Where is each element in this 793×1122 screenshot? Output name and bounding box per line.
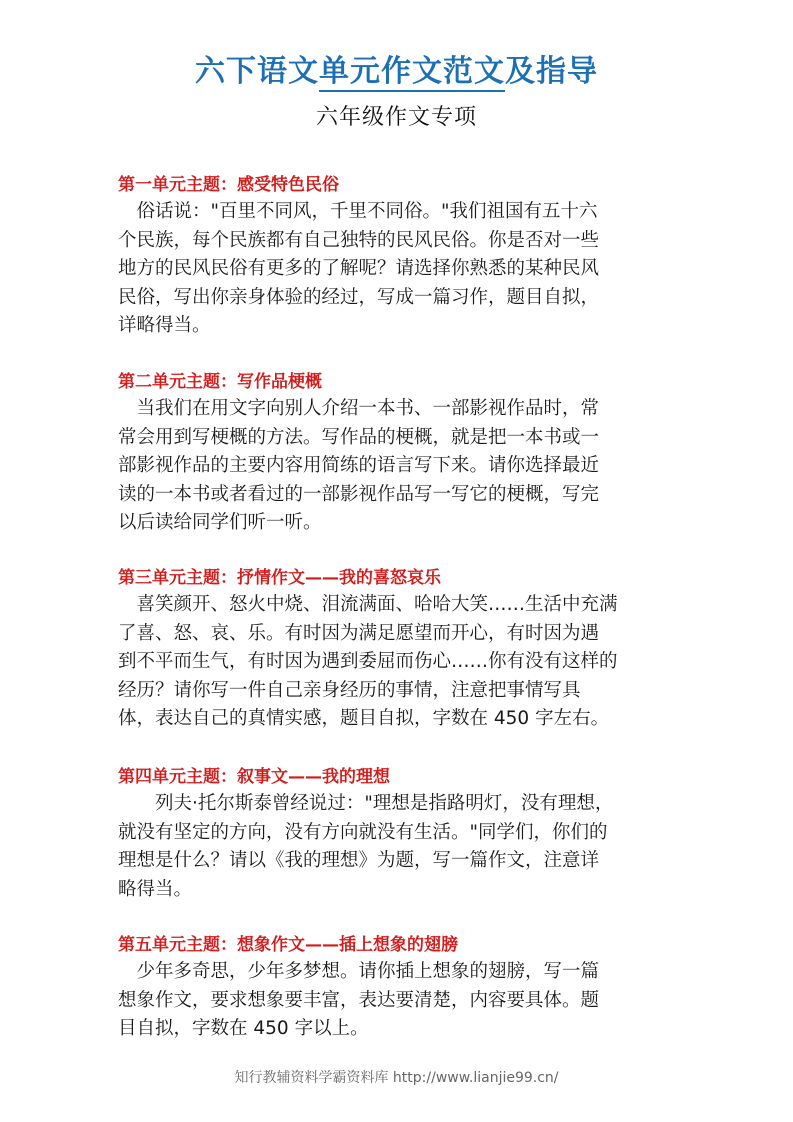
section-unit-4 [118,764,670,904]
body-line: 了喜、怒、哀、乐。有时因为满足愿望而开心，有时因为遇 [118,622,600,644]
section-body [118,591,670,734]
title-prefix: 六下语文 [195,54,319,89]
body-line: 俗话说："百里不同风，千里不同俗。"我们祖国有五十六 [118,201,598,222]
section-body [118,790,670,904]
title-suffix: 及指导 [505,54,598,89]
section-unit-5 [118,932,670,1044]
section-title: 第二单元主题：写作品梗概 [118,372,322,392]
document-title [0,52,793,92]
section-unit-2 [118,369,670,538]
body-line: 体，表达自己的真情实感，题目自拟，字数在 450 字左右。 [118,708,610,729]
body-line: 地方的民风民俗有更多的了解呢？请选择你熟悉的某种民风 [118,258,600,279]
section-title: 第五单元主题：想象作文——插上想象的翅膀 [118,935,458,955]
title-underlined: 单元作文范文 [319,54,505,92]
body-line: 就没有坚定的方向，没有方向就没有生活。"同学们，你们的 [118,821,608,843]
document-subtitle: 六年级作文专项 [315,105,477,130]
section-body [118,395,670,538]
body-line: 读的一本书或者看过的一部影视作品写一写它的梗概，写完 [118,483,600,505]
body-line: 民俗，写出你亲身体验的经过，写成一篇习作，题目自拟， [118,286,600,308]
footer-watermark: 知行教辅资料学霸资料库 http://www.lianjie99.cn/ [234,1070,559,1086]
body-line: 到不平而生气，有时因为遇到委屈而伤心……你有没有这样的 [118,651,618,672]
section-title: 第一单元主题：感受特色民俗 [118,175,339,195]
body-line: 详略得当。 [118,315,211,336]
section-title: 第三单元主题：抒情作文——我的喜怒哀乐 [118,568,441,588]
body-line: 少年多奇思，少年多梦想。请你插上想象的翅膀，写一篇 [118,961,600,982]
section-body [118,958,670,1044]
section-title: 第四单元主题：叙事文——我的理想 [118,767,390,787]
section-body [118,198,670,341]
body-line: 目自拟，字数在 450 字以上。 [118,1018,369,1039]
body-line: 想象作文，要求想象要丰富，表达要清楚，内容要具体。题 [118,989,600,1011]
body-line: 经历？请你写一件自己亲身经历的事情，注意把事情写具 [118,679,581,701]
body-line: 当我们在用文字向别人介绍一本书、一部影视作品时，常 [118,398,600,419]
body-line: 喜笑颜开、怒火中烧、泪流满面、哈哈大笑……生活中充满 [118,594,618,615]
section-unit-1 [118,172,670,341]
body-line: 理想是什么？请以《我的理想》为题，写一篇作文，注意详 [118,850,600,871]
body-line: 常会用到写梗概的方法。写作品的梗概，就是把一本书或一 [118,426,600,448]
section-unit-3 [118,565,670,734]
body-line: 以后读给同学们听一听。 [118,512,322,533]
body-line: 列夫·托尔斯泰曾经说过："理想是指路明灯，没有理想， [118,793,614,814]
body-line: 部影视作品的主要内容用简练的语言写下来。请你选择最近 [118,455,600,476]
body-line: 个民族，每个民族都有自己独特的民风民俗。你是否对一些 [118,229,600,251]
body-line: 略得当。 [118,878,193,900]
